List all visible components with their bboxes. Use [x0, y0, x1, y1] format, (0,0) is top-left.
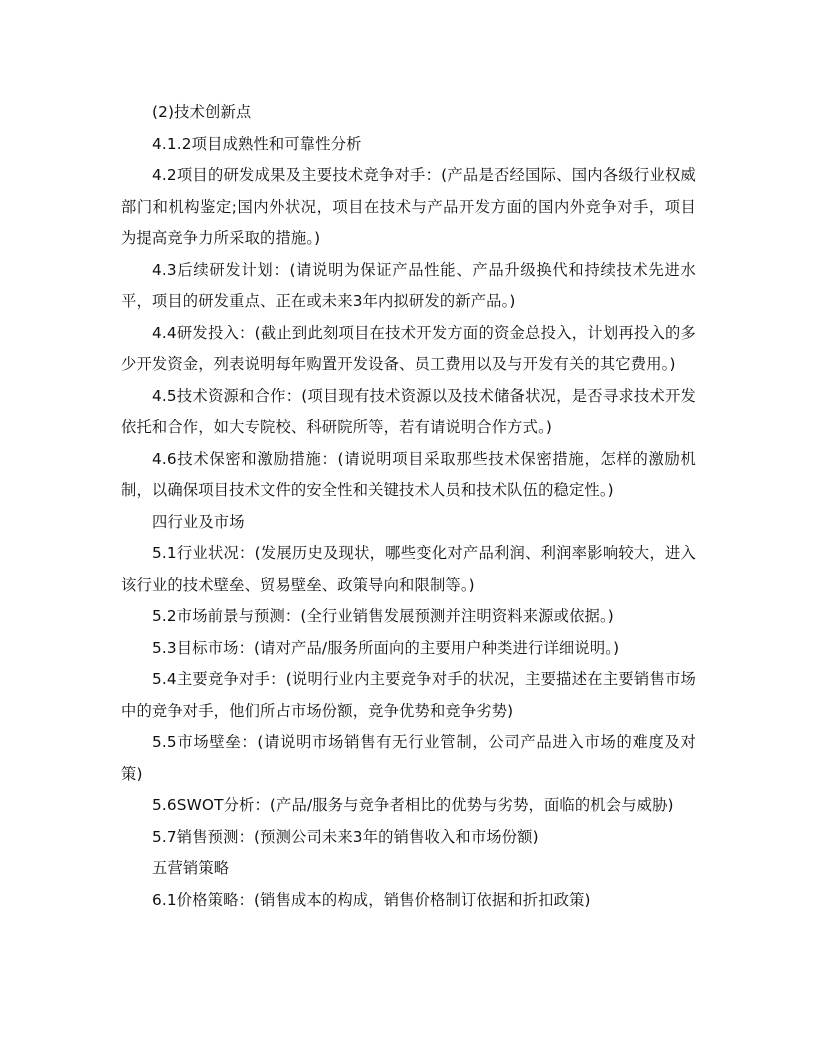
paragraph-sales-forecast: 5.7销售预测：(预测公司未来3年的销售收入和市场份额) — [152, 827, 539, 846]
paragraph-tech-resources: 4.5技术资源和合作：(项目现有技术资源以及技术储备状况，是否寻求技术开发依托和合作，如大专院校、科研院所等，若有请说明合作方式。) — [121, 386, 696, 436]
paragraph-tech-secrecy: 4.6技术保密和激励措施：(请说明项目采取那些技术保密措施，怎样的激励机制，以确保项目技术文件的安全性和关键技术人员和技术队伍的稳定性。) — [121, 449, 696, 499]
paragraph-competitors: 5.4主要竞争对手：(说明行业内主要竞争对手的状况，主要描述在主要销售市场中的竞争对手，他们所占市场份额，竞争优势和竞争劣势) — [121, 670, 696, 720]
section-marketing-strategy: 五营销策略 — [152, 859, 230, 877]
heading-tech-innovation: (2)技术创新点 — [152, 103, 252, 121]
paragraph-swot: 5.6SWOT分析：(产品/服务与竞争者相比的优势与劣势，面临的机会与威胁) — [152, 796, 674, 814]
paragraph-followup-plan: 4.3后续研发计划：(请说明为保证产品性能、产品升级换代和持续技术先进水平，项目的研发重点、正在或未来3年内拟研发的新产品。) — [121, 260, 696, 310]
paragraph-rd-investment: 4.4研发投入：(截止到此刻项目在技术开发方面的资金总投入，计划再投入的多少开发资金，列表说明每年购置开发设备、员工费用以及与开发有关的其它费用。) — [121, 323, 696, 373]
heading-maturity-reliability: 4.1.2项目成熟性和可靠性分析 — [152, 134, 362, 153]
paragraph-market-outlook: 5.2市场前景与预测：(全行业销售发展预测并注明资料来源或依据。) — [152, 607, 614, 625]
paragraph-rd-results: 4.2项目的研发成果及主要技术竞争对手：(产品是否经国际、国内各级行业权威部门和机构鉴定;国内外状况，项目在技术与产品开发方面的国内外竞争对手，项目为提高竞争力所采取的措施。) — [121, 166, 696, 247]
paragraph-industry-status: 5.1行业状况：(发展历史及现状，哪些变化对产品利润、利润率影响较大，进入该行业的技术壁垒、贸易壁垒、政策导向和限制等。) — [121, 544, 696, 594]
paragraph-pricing-strategy: 6.1价格策略：(销售成本的构成，销售价格制订依据和折扣政策) — [152, 890, 591, 909]
section-industry-market: 四行业及市场 — [152, 512, 245, 531]
paragraph-market-barriers: 5.5市场壁垒：(请说明市场销售有无行业管制，公司产品进入市场的难度及对策) — [121, 733, 696, 783]
paragraph-target-market: 5.3目标市场：(请对产品/服务所面向的主要用户种类进行详细说明。) — [152, 638, 620, 657]
document-body — [121, 97, 696, 916]
